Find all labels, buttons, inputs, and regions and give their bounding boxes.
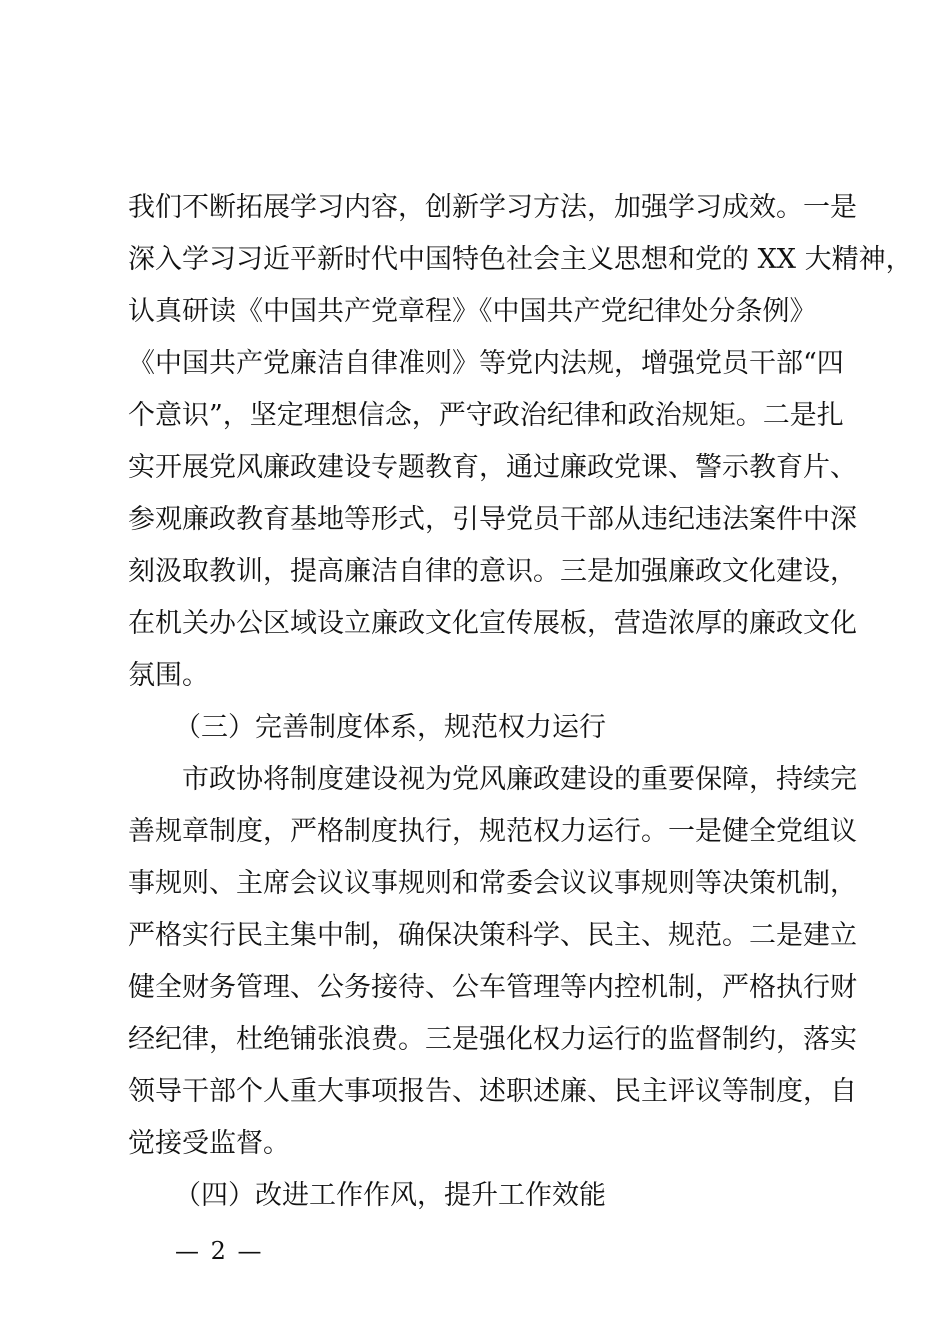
text-line: 我们不断拓展学习内容，创新学习方法，加强学习成效。一是	[128, 192, 857, 223]
text-line: 市政协将制度建设视为党风廉政建设的重要保障，持续完	[182, 764, 857, 795]
text-line: 在机关办公区域设立廉政文化宣传展板，营造浓厚的廉政文化	[128, 608, 857, 639]
text-line: 参观廉政教育基地等形式，引导党员干部从违纪违法案件中深	[128, 504, 857, 535]
text-line: 氛围。	[128, 660, 209, 691]
text-line: 刻汲取教训，提高廉洁自律的意识。三是加强廉政文化建设，	[128, 556, 857, 587]
text-line: 事规则、主席会议议事规则和常委会议议事规则等决策机制，	[128, 868, 857, 899]
text-line: 深入学习习近平新时代中国特色社会主义思想和党的 XX 大精神，	[128, 244, 913, 275]
text-line: 健全财务管理、公务接待、公车管理等内控机制，严格执行财	[128, 972, 857, 1003]
section-heading: （三）完善制度体系，规范权力运行	[174, 712, 606, 743]
page-number: — 2 —	[175, 1237, 264, 1265]
text-line: 领导干部个人重大事项报告、述职述廉、民主评议等制度，自	[128, 1076, 857, 1107]
text-line: 认真研读《中国共产党章程》《中国共产党纪律处分条例》	[128, 296, 817, 327]
text-line: 实开展党风廉政建设专题教育，通过廉政党课、警示教育片、	[128, 452, 857, 483]
text-line: 经纪律，杜绝铺张浪费。三是强化权力运行的监督制约，落实	[128, 1024, 857, 1055]
text-line: 《中国共产党廉洁自律准则》等党内法规，增强党员干部“四	[128, 348, 844, 379]
text-line: 善规章制度，严格制度执行，规范权力运行。一是健全党组议	[128, 816, 857, 847]
text-line: 觉接受监督。	[128, 1128, 290, 1159]
text-line: 个意识”，坚定理想信念，严守政治纪律和政治规矩。二是扎	[128, 400, 844, 431]
section-heading: （四）改进工作作风，提升工作效能	[174, 1180, 606, 1211]
text-line: 严格实行民主集中制，确保决策科学、民主、规范。二是建立	[128, 920, 857, 951]
